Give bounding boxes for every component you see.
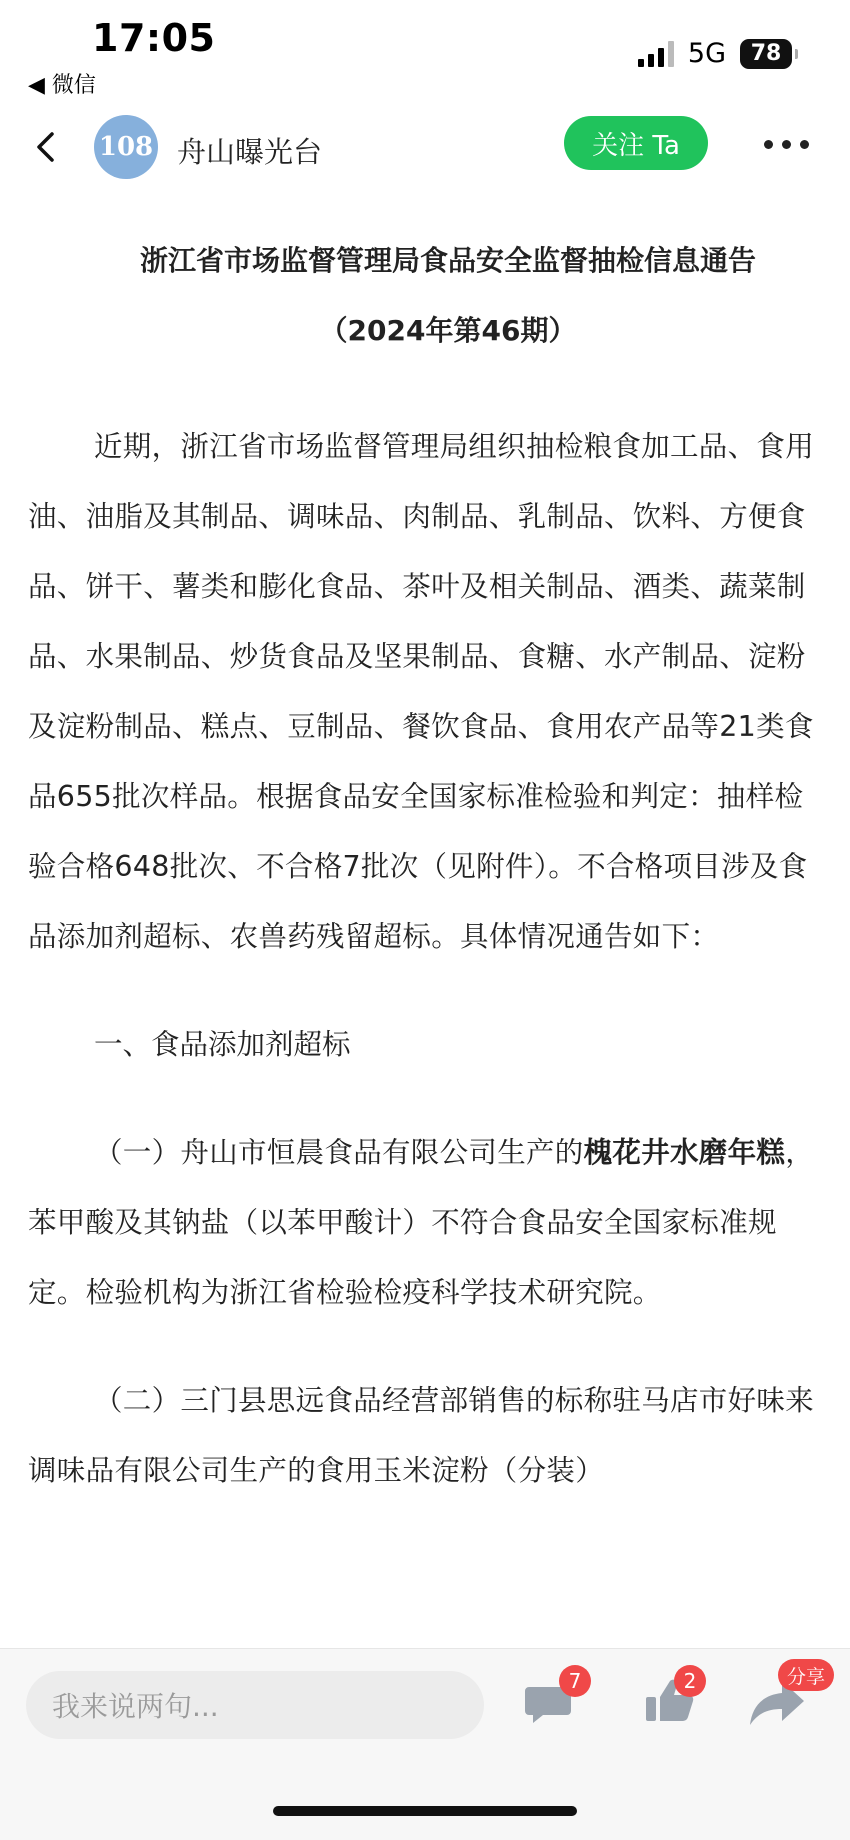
like-button[interactable] xyxy=(640,1671,700,1731)
comment-input[interactable]: 我来说两句... xyxy=(26,1671,484,1739)
account-avatar[interactable] xyxy=(94,115,158,179)
home-indicator xyxy=(273,1806,577,1816)
share-label-badge: 分享 xyxy=(778,1659,834,1691)
more-options-icon[interactable] xyxy=(764,140,809,149)
article-title: 浙江省市场监督管理局食品安全监督抽检信息通告 xyxy=(139,244,756,277)
bottom-toolbar xyxy=(0,1648,850,1840)
comment-count-badge: 7 xyxy=(559,1665,591,1697)
status-time: 17:05 xyxy=(92,16,216,60)
article-issue: （2024年第46期） xyxy=(319,314,577,347)
item-one-paragraph xyxy=(28,1118,816,1328)
section-heading: 一、食品添加剂超标 xyxy=(94,1028,351,1061)
battery-icon xyxy=(740,39,792,69)
status-indicators xyxy=(638,38,792,69)
back-arrow-icon[interactable] xyxy=(30,130,64,164)
item-two-paragraph: （二）三门县思远食品经营部销售的标称驻马店市好味来调味品有限公司生产的食用玉米淀粉（分装） xyxy=(28,1384,815,1487)
item-one-suffix: ，苯甲酸及其钠盐（以苯甲酸计）不符合食品安全国家标准规定。检验机构为浙江省检验检疫科学技术研究院。 xyxy=(28,1136,815,1309)
article-body xyxy=(28,226,816,1506)
back-to-wechat-link[interactable]: ◀ 微信 xyxy=(28,73,96,98)
item-one-prefix: （一）舟山市恒晨食品有限公司生产的 xyxy=(94,1136,584,1169)
share-button[interactable] xyxy=(746,1665,825,1731)
avatar-logo-text: 108 xyxy=(98,132,154,162)
network-type: 5G xyxy=(687,38,726,69)
intro-paragraph: 近期，浙江省市场监督管理局组织抽检粮食加工品、食用油、油脂及其制品、调味品、肉制品、乳制品、饮料、方便食品、饼干、薯类和膨化食品、茶叶及相关制品、酒类、蔬菜制品、水果制品、炒货食品及坚果制品、食糖、水产制品、淀粉及淀粉制品、糕点、豆制品、餐饮食品、食用农产品等21类食品655批次样品。根据食品安全国家标准检验和判定：抽样检验合格648批次、不合格7批次（见附件）。不合格项目涉及食品添加剂超标、农兽药残留超标。具体情况通告如下： xyxy=(28,430,815,953)
like-count-badge: 2 xyxy=(674,1665,706,1697)
account-name[interactable]: 舟山曝光台 xyxy=(177,135,323,169)
comment-button[interactable] xyxy=(519,1669,582,1731)
product-name-bold: 槐花井水磨年糕 xyxy=(583,1136,786,1169)
follow-button[interactable]: 关注 Ta xyxy=(564,116,708,170)
signal-icon xyxy=(638,41,674,67)
battery-level: 78 xyxy=(750,41,782,66)
